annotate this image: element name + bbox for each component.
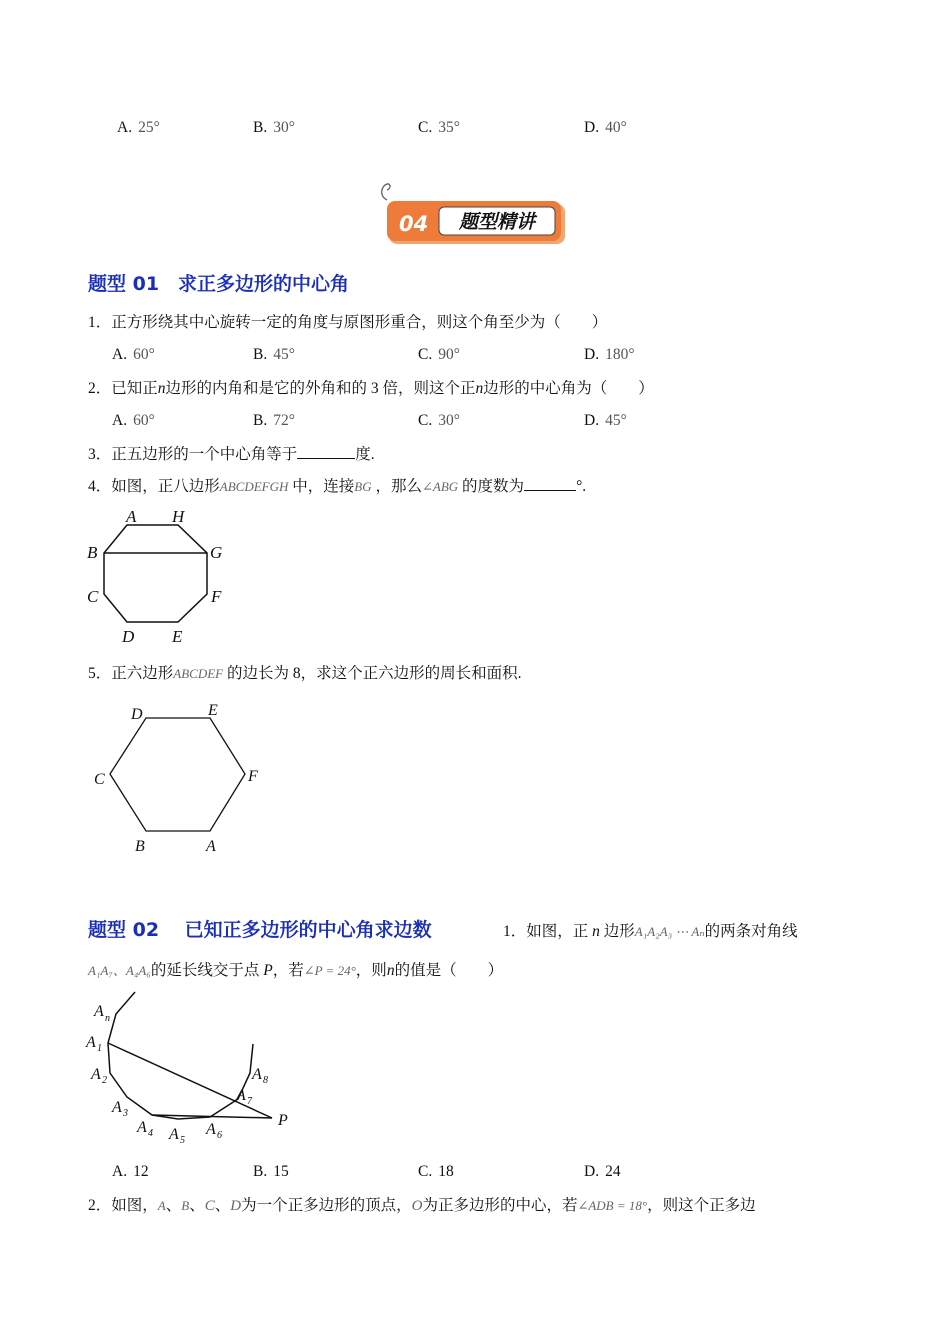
s1-q1-option-a: A. 60°: [112, 346, 155, 363]
s2-q1-line2: A₁A₇、A₄A₆的延长线交于点 P，若∠P = 24°，则n的值是（ ）: [88, 962, 504, 979]
fig-label-a4: A: [137, 1119, 147, 1136]
s1-q1-option-b: B. 45°: [253, 346, 295, 363]
fig-label-a3: A: [112, 1099, 122, 1116]
s1-q2-option-a: A. 60°: [112, 412, 155, 429]
fig-label-a1: A: [86, 1034, 96, 1051]
s1-q5-text: 5．正六边形ABCDEF 的边长为 8，求这个正六边形的周长和面积.: [88, 665, 522, 682]
banner-number: 04: [399, 212, 429, 236]
fig-label-a3-sub: 3: [123, 1108, 128, 1119]
fig-label-a7-sub: 7: [247, 1096, 252, 1107]
fig-label-a4-sub: 4: [148, 1128, 153, 1139]
top-option-b: B. 30°: [253, 119, 295, 136]
octagon-label-h: H: [172, 507, 185, 526]
hexagon-label-d: D: [131, 706, 143, 723]
octagon-label-b: B: [87, 543, 98, 562]
octagon-label-f: F: [211, 587, 222, 606]
s2-q2-text: 2．如图，A、B、C、D为一个正多边形的顶点，O为正多边形的中心，若∠ADB = 18°，则这个正多边: [88, 1197, 756, 1214]
octagon-label-d: D: [122, 627, 135, 646]
fig-label-a5-sub: 5: [180, 1135, 185, 1146]
s2-q1-line1: 1．如图，正 n 边形A₁A₂A₃ ⋯ Aₙ的两条对角线: [503, 923, 798, 940]
hexagon-label-f: F: [248, 768, 258, 785]
fig-label-an-sub: n: [105, 1013, 110, 1024]
hexagon-label-e: E: [208, 702, 218, 719]
fig-label-a6: A: [206, 1121, 216, 1138]
octagon-label-c: C: [87, 587, 99, 606]
hexagon-label-a: A: [206, 838, 216, 855]
fig-label-a7: A: [236, 1087, 246, 1104]
s1-q1-text: 1．正方形绕其中心旋转一定的角度与原图形重合，则这个角至少为（ ）: [88, 314, 608, 331]
hexagon-label-c: C: [94, 771, 105, 788]
s1-q1-option-d: D. 180°: [584, 346, 635, 363]
top-option-c: C. 35°: [418, 119, 460, 136]
s2-q1-option-b: B. 15: [253, 1163, 289, 1180]
banner-title: 题型精讲: [458, 211, 536, 233]
answer-blank[interactable]: [524, 476, 576, 491]
s1-q2-option-d: D. 45°: [584, 412, 627, 429]
fig-label-a1-sub: 1: [97, 1043, 102, 1054]
fig-label-a8-sub: 8: [263, 1075, 268, 1086]
octagon-label-a: A: [126, 507, 137, 526]
section2-title: 题型 02 已知正多边形的中心角求边数: [88, 919, 432, 941]
s1-q3-text: 3．正五边形的一个中心角等于 度.: [88, 446, 375, 463]
s1-q2-option-c: C. 30°: [418, 412, 460, 429]
fig-label-p: P: [278, 1112, 288, 1129]
octagon-label-g: G: [210, 543, 223, 562]
fig-label-a2: A: [91, 1066, 101, 1083]
octagon-label-e: E: [172, 627, 183, 646]
s1-q2-option-b: B. 72°: [253, 412, 295, 429]
s2-q1-option-c: C. 18: [418, 1163, 454, 1180]
section-banner: [387, 201, 567, 246]
s1-q2-text: 2．已知正n边形的内角和是它的外角和的 3 倍，则这个正n边形的中心角为（ ）: [88, 380, 654, 397]
polygon-diagonals-figure: [80, 988, 310, 1148]
s2-q1-option-a: A. 12: [112, 1163, 149, 1180]
top-option-d: D. 40°: [584, 119, 627, 136]
section1-title: 题型 01 求正多边形的中心角: [88, 273, 350, 295]
s1-q4-text: 4．如图，正八边形ABCDEFGH 中，连接BG ，那么∠ABG 的度数为 °.: [88, 478, 587, 495]
hexagon-figure: [90, 698, 270, 858]
fig-label-a2-sub: 2: [102, 1075, 107, 1086]
hexagon-label-b: B: [135, 838, 145, 855]
top-option-a: A. 25°: [117, 119, 160, 136]
fig-label-a5: A: [169, 1126, 179, 1143]
fig-label-a8: A: [252, 1066, 262, 1083]
s1-q1-option-c: C. 90°: [418, 346, 460, 363]
fig-label-an: A: [94, 1003, 104, 1020]
s2-q1-option-d: D. 24: [584, 1163, 621, 1180]
octagon-figure: [80, 500, 240, 650]
fig-label-a6-sub: 6: [217, 1130, 222, 1141]
answer-blank[interactable]: [297, 444, 355, 459]
